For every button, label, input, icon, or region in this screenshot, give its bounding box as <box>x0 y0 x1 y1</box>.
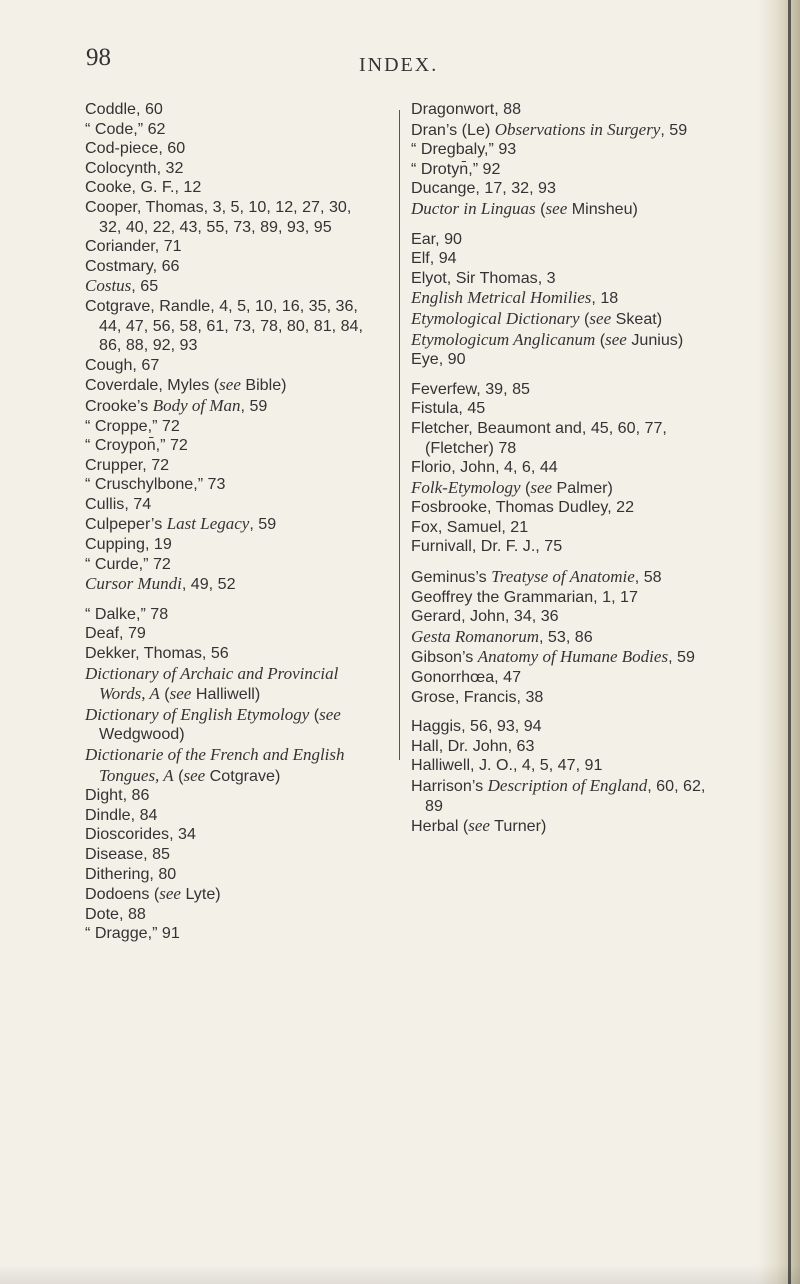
entry-text: Feverfew, 39, 85 <box>411 379 530 398</box>
entry-text: Cupping, 19 <box>85 535 172 554</box>
entry-text: Halliwell) <box>191 685 261 704</box>
entry-text: ( <box>579 309 590 328</box>
index-entry <box>411 478 711 499</box>
entry-text: , 58 <box>634 568 662 587</box>
index-entry <box>411 380 711 400</box>
index-entry <box>411 160 711 180</box>
index-entry <box>411 537 711 557</box>
entry-text: Cooke, G. F., 12 <box>85 178 202 197</box>
entry-text: Coverdale, Myles ( <box>85 376 220 395</box>
entry-italic-text: Folk-Etymology <box>411 477 521 497</box>
index-entry <box>411 737 711 757</box>
entry-text: Costmary, 66 <box>85 256 180 275</box>
index-entry <box>411 419 711 458</box>
entry-italic-text: Dictionary of English Etymology <box>85 704 310 724</box>
entry-text: ( <box>159 685 170 704</box>
entry-text: Dindle, 84 <box>85 805 158 824</box>
entry-text: Deaf, 79 <box>85 624 146 643</box>
column-divider <box>399 110 400 760</box>
index-entry <box>85 845 375 865</box>
index-entry <box>85 514 375 535</box>
entry-text: Dioscorides, 34 <box>85 825 196 844</box>
index-entry <box>85 806 375 826</box>
entry-text: ( <box>520 478 531 497</box>
entry-italic-text: Body of Man <box>152 395 241 415</box>
index-entry <box>411 269 711 289</box>
entry-italic-text: Observations in Surgery <box>494 119 661 139</box>
entry-text: Wedgwood) <box>99 725 185 744</box>
entry-text: , 59 <box>668 648 695 667</box>
entry-text: “ Cruschylbone,” 73 <box>85 475 226 494</box>
entry-text: Crooke’s <box>85 396 153 415</box>
index-entry <box>411 230 711 250</box>
entry-text: Dragonwort, 88 <box>411 100 522 118</box>
index-column-right <box>411 100 711 837</box>
entry-text: Crupper, 72 <box>85 455 170 474</box>
index-entry <box>85 644 375 664</box>
entry-text: Furnivall, Dr. F. J., 75 <box>411 537 563 556</box>
entry-italic-text: see <box>530 477 553 497</box>
index-entry <box>85 475 375 495</box>
entry-text: Colocynth, 32 <box>85 158 184 177</box>
entry-text: Coddle, 60 <box>85 100 163 118</box>
index-entry <box>411 588 711 608</box>
index-entry <box>85 574 375 595</box>
entry-text: Fletcher, Beaumont and, 45, 60, 77, (Fletcher) 78 <box>411 418 667 457</box>
entry-italic-text: Anatomy of Humane Bodies <box>477 647 669 667</box>
entry-italic-text: see <box>169 684 192 704</box>
index-entry <box>85 884 375 905</box>
entry-text: “ Croppe,” 72 <box>85 416 180 435</box>
entry-text: Skeat) <box>611 309 663 328</box>
entry-text: , 49, 52 <box>181 575 236 594</box>
entry-text: “ Curde,” 72 <box>85 554 171 573</box>
entry-text: Dight, 86 <box>85 786 150 805</box>
entry-text: “ Code,” 62 <box>85 119 166 138</box>
index-entry <box>85 555 375 575</box>
entry-text: Grose, Francis, 38 <box>411 687 544 706</box>
index-entry <box>411 776 711 816</box>
index-entry <box>85 375 375 396</box>
entry-text: Cough, 67 <box>85 355 160 374</box>
index-entry <box>411 816 711 837</box>
entry-italic-text: see <box>589 308 612 328</box>
index-entry <box>411 717 711 737</box>
entry-text: Cotgrave) <box>205 766 281 785</box>
entry-italic-text: Cursor Mundi <box>85 574 182 594</box>
entry-italic-text: see <box>159 884 181 904</box>
index-entry <box>85 178 375 198</box>
page-edge-line <box>788 0 791 1284</box>
index-entry <box>85 705 375 745</box>
index-entry <box>85 436 375 456</box>
index-entry <box>411 179 711 199</box>
index-entry <box>85 605 375 625</box>
entry-italic-text: see <box>183 765 206 785</box>
index-entry <box>85 159 375 179</box>
entry-italic-text: Treatyse of Anatomie <box>491 567 635 587</box>
index-entry <box>411 607 711 627</box>
index-entry <box>411 249 711 269</box>
index-entry <box>411 100 711 120</box>
entry-italic-text: English Metrical Homilies <box>411 288 592 308</box>
entry-text: Hall, Dr. John, 63 <box>411 736 535 755</box>
index-entry <box>85 139 375 159</box>
entry-text: “ Dregbaly,” 93 <box>411 140 517 159</box>
entry-italic-text: Costus <box>85 276 132 296</box>
entry-italic-text: see <box>605 329 627 349</box>
entry-text: Dran’s (Le) <box>411 120 495 139</box>
entry-text: , 53, 86 <box>538 627 593 646</box>
index-entry <box>85 417 375 437</box>
index-entry <box>411 668 711 688</box>
entry-italic-text: Description of England <box>487 776 648 795</box>
index-entry <box>411 756 711 776</box>
index-entry <box>411 330 711 351</box>
entry-text: ( <box>595 330 606 349</box>
entry-text: , 59 <box>249 515 277 534</box>
entry-italic-text: Etymological Dictionary <box>411 308 580 328</box>
entry-text: Coriander, 71 <box>85 237 182 256</box>
index-entry <box>85 865 375 885</box>
entry-text: “ Croypon̄,” 72 <box>85 436 188 455</box>
entry-italic-text: see <box>468 816 490 836</box>
entry-italic-text: Etymologicum Anglicanum <box>411 329 596 349</box>
index-entry <box>85 664 375 705</box>
index-entry <box>411 627 711 648</box>
entry-text: Lyte) <box>180 885 221 904</box>
entry-text: Fox, Samuel, 21 <box>411 517 529 536</box>
index-entry <box>85 198 375 237</box>
entry-text: , 60, 62, 89 <box>425 777 706 815</box>
entry-text: Dodoens ( <box>85 885 160 904</box>
entry-italic-text: Dictionarie of the French and English Tongues, A <box>85 745 345 785</box>
entry-text: Halliwell, J. O., 4, 5, 47, 91 <box>411 756 603 775</box>
index-entry <box>411 399 711 419</box>
entry-text: , 59 <box>660 120 688 139</box>
entry-italic-text: see <box>219 375 241 395</box>
index-entry <box>85 396 375 417</box>
entry-text: Eye, 90 <box>411 350 466 369</box>
entry-text: Gonorrhœa, 47 <box>411 668 522 687</box>
index-entry <box>85 100 375 120</box>
entry-text: Disease, 85 <box>85 844 170 863</box>
entry-text: Cod-piece, 60 <box>85 139 186 158</box>
entry-text: Harrison’s <box>411 777 488 795</box>
entry-italic-text: Dictionary of Archaic and Provincial Words, A <box>85 663 339 704</box>
entry-text: Geoffrey the Grammarian, 1, 17 <box>411 587 638 606</box>
entry-text: Bible) <box>240 376 287 395</box>
entry-text: Elyot, Sir Thomas, 3 <box>411 268 556 287</box>
entry-italic-text: see <box>319 704 341 724</box>
entry-text: Minsheu) <box>567 199 638 218</box>
entry-text: Ducange, 17, 32, 93 <box>411 179 556 198</box>
index-entry <box>411 140 711 160</box>
entry-italic-text: see <box>545 198 568 218</box>
entry-italic-text: Last Legacy <box>166 514 250 534</box>
entry-text: Gibson’s <box>411 648 478 667</box>
entry-italic-text: Ductor in Linguas <box>411 198 536 218</box>
entry-text: , 59 <box>240 396 268 415</box>
index-entry <box>411 199 711 220</box>
index-entry <box>85 276 375 297</box>
index-entry <box>85 745 375 786</box>
entry-text: Cooper, Thomas, 3, 5, 10, 12, 27, 30, 32, 40, 22, 43, 55, 73, 89, 93, 95 <box>85 197 352 236</box>
page-edge-shadow <box>758 0 800 1284</box>
entry-italic-text: Gesta Romanorum <box>411 626 539 646</box>
page-number: 98 <box>86 44 111 71</box>
entry-text: “ Dalke,” 78 <box>85 604 169 623</box>
index-entry <box>411 350 711 370</box>
running-head: INDEX. <box>359 54 439 76</box>
page-bottom-shadow <box>0 1264 800 1284</box>
entry-text: Fosbrooke, Thomas Dudley, 22 <box>411 498 635 517</box>
index-entry <box>85 535 375 555</box>
index-entry <box>85 120 375 140</box>
entry-text: Dekker, Thomas, 56 <box>85 644 229 663</box>
index-entry <box>411 647 711 668</box>
entry-text: Junius) <box>626 330 684 349</box>
entry-text: “ Dragge,” 91 <box>85 924 180 943</box>
index-entry <box>85 495 375 515</box>
index-entry <box>85 825 375 845</box>
entry-text: Elf, 94 <box>411 249 457 268</box>
index-entry <box>85 786 375 806</box>
index-entry <box>85 905 375 925</box>
entry-text: ( <box>173 766 184 785</box>
index-entry <box>411 688 711 708</box>
entry-text: Dithering, 80 <box>85 864 177 883</box>
entry-text: Haggis, 56, 93, 94 <box>411 717 542 736</box>
entry-text: Cullis, 74 <box>85 494 152 513</box>
entry-text: Florio, John, 4, 6, 44 <box>411 458 558 477</box>
entry-text: Herbal ( <box>411 817 469 836</box>
entry-text: Geminus’s <box>411 568 492 587</box>
index-entry <box>85 257 375 277</box>
entry-text: Ear, 90 <box>411 229 462 248</box>
index-entry <box>411 498 711 518</box>
index-entry <box>85 237 375 257</box>
index-entry <box>411 120 711 141</box>
index-entry <box>411 458 711 478</box>
index-entry <box>411 567 711 588</box>
index-entry <box>85 924 375 944</box>
index-entry <box>411 309 711 330</box>
entry-text: Dote, 88 <box>85 904 146 923</box>
index-entry <box>85 297 375 356</box>
index-entry <box>85 624 375 644</box>
index-column-left <box>85 100 375 944</box>
index-entry <box>411 288 711 309</box>
entry-text: Culpeper’s <box>85 515 167 534</box>
entry-text: ( <box>309 705 320 724</box>
entry-text: “ Drotyn̄,” 92 <box>411 159 501 178</box>
entry-text: , 65 <box>131 277 159 296</box>
entry-text: Fistula, 45 <box>411 399 486 418</box>
entry-text: Turner) <box>489 817 547 836</box>
entry-text: Palmer) <box>552 478 613 497</box>
entry-text: ( <box>535 199 546 218</box>
index-entry <box>411 518 711 538</box>
entry-text: Gerard, John, 34, 36 <box>411 607 559 626</box>
index-entry <box>85 356 375 376</box>
entry-text: , 18 <box>591 289 619 308</box>
index-entry <box>85 456 375 476</box>
entry-text: Cotgrave, Randle, 4, 5, 10, 16, 35, 36, 44, 47, 56, 58, 61, 73, 78, 80, 81, 84, 86, 88, 92, 93 <box>85 296 363 355</box>
